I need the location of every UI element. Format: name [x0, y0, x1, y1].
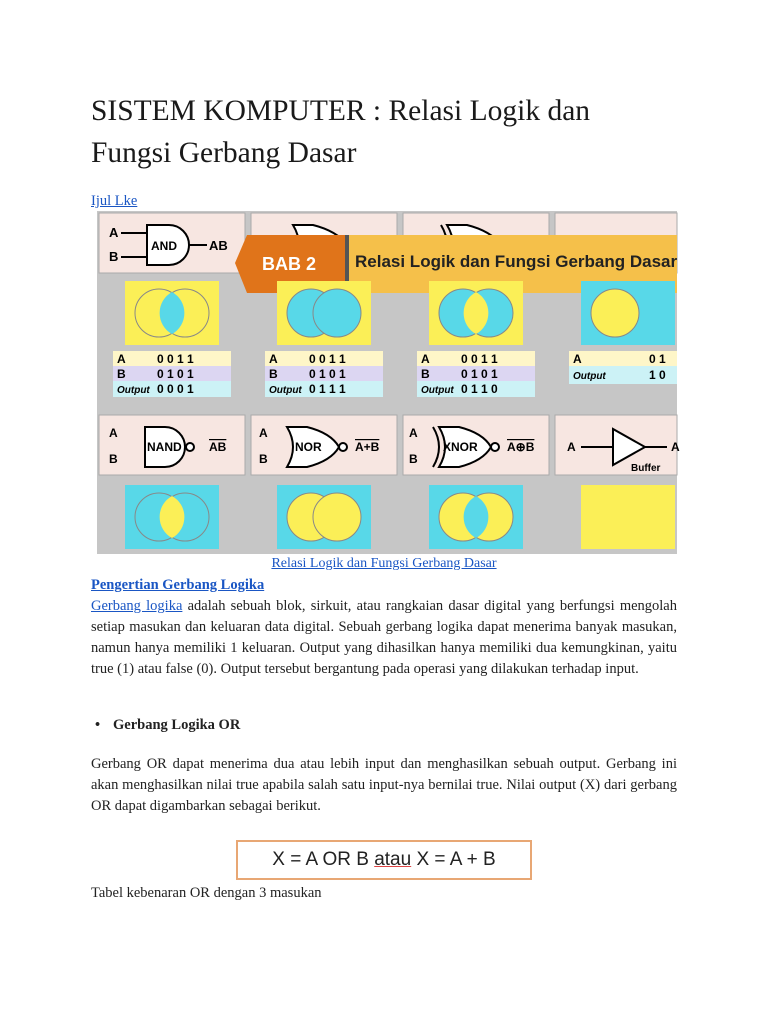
table-values: 0 1 0 1 — [157, 367, 194, 381]
table-values: 0 1 0 1 — [309, 367, 346, 381]
table-values: 0 0 0 1 — [157, 382, 194, 396]
table-row-label: Output — [573, 371, 606, 382]
chapter-label: BAB 2 — [262, 254, 317, 274]
venn-not — [581, 281, 675, 345]
gate-name: AND — [151, 239, 177, 253]
input-a-label: A — [109, 225, 119, 240]
table-row-label: A — [117, 352, 126, 366]
gate-name: NAND — [147, 440, 182, 454]
gate-name: XNOR — [443, 440, 478, 454]
input-a-label: A — [409, 426, 418, 440]
section-heading[interactable]: Pengertian Gerbang Logika — [91, 577, 265, 593]
author-link[interactable]: Ijul Lke — [91, 193, 138, 209]
table-values: 0 1 0 1 — [461, 367, 498, 381]
venn-or — [277, 281, 371, 345]
table-values: 0 1 1 1 — [309, 382, 346, 396]
bullet-icon: • — [95, 717, 101, 733]
table-values: 0 0 1 1 — [309, 352, 346, 366]
gate-output: A — [671, 440, 680, 454]
table-row-label: Output — [117, 385, 150, 396]
table-row-label: A — [421, 352, 430, 366]
gate-panels-bottom — [99, 415, 680, 475]
bullet-label: Gerbang Logika OR — [113, 717, 241, 733]
formula-underlined: atau — [374, 849, 412, 870]
table-row-label: A — [573, 352, 582, 366]
table-values: 1 0 — [649, 368, 666, 382]
input-b-label: B — [109, 249, 119, 264]
banner-title: Relasi Logik dan Fungsi Gerbang Dasar — [355, 252, 678, 271]
table-values: 0 1 1 0 — [461, 382, 498, 396]
table-values: 0 1 — [649, 352, 666, 366]
or-paragraph: Gerbang OR dapat menerima dua atau lebih input dan menghasilkan sebuah output. Gerbang ini akan menghasilkan nilai true apabila salah satu input-nya bernilai true. Nilai output (X) dari gerbang OR dapat digambarkan sebagai berikut. — [91, 756, 677, 814]
formula-left: X = A OR B — [272, 849, 375, 870]
table-row-label: B — [269, 367, 278, 381]
bullet-item — [95, 717, 241, 734]
gerbang-logika-link[interactable]: Gerbang logika — [91, 598, 183, 614]
gate-output: AB — [209, 440, 227, 454]
formula-box — [236, 840, 532, 880]
intro-paragraph — [91, 596, 677, 680]
figure-image — [97, 211, 680, 554]
table-row-label: A — [269, 352, 278, 366]
truth-table-caption: Tabel kebenaran OR dengan 3 masukan — [91, 885, 322, 901]
input-b-label: B — [259, 452, 268, 466]
input-b-label: B — [109, 452, 118, 466]
intro-text: adalah sebuah blok, sirkuit, atau rangkaian dasar digital yang berfungsi mengolah setiap masukan dan keluaran data digital. Sebuah gerbang logika dapat menerima banyak masukan, namun hanya memiliki 1 keluaran. Output yang dihasilkan hanya memiliki dua kemungkinan, yaitu true (1) atau false (0). Output tersebut bergantung pada operasi yang dilakukan terhadap input. — [91, 598, 677, 677]
gate-output: A+B — [355, 440, 380, 454]
figure-caption[interactable]: Relasi Logik dan Fungsi Gerbang Dasar — [271, 556, 497, 571]
venn-xor — [429, 281, 523, 345]
venn-and — [125, 281, 219, 345]
table-row-label: B — [117, 367, 126, 381]
input-a-label: A — [109, 426, 118, 440]
gate-output: A⊕B — [507, 440, 535, 454]
formula-right: X = A + B — [411, 849, 496, 870]
gate-panel-and — [99, 213, 245, 273]
input-a-label: A — [567, 440, 576, 454]
table-row-label: Output — [269, 385, 302, 396]
table-values: 0 0 1 1 — [461, 352, 498, 366]
input-b-label: B — [409, 452, 418, 466]
gate-name: Buffer — [631, 463, 661, 474]
gate-name: NOR — [295, 440, 322, 454]
table-row-label: Output — [421, 385, 454, 396]
table-row-label: B — [421, 367, 430, 381]
gate-output: AB — [209, 238, 228, 253]
page-title: SISTEM KOMPUTER : Relasi Logik dan Fungsi Gerbang Dasar — [91, 95, 591, 169]
table-values: 0 0 1 1 — [157, 352, 194, 366]
input-a-label: A — [259, 426, 268, 440]
